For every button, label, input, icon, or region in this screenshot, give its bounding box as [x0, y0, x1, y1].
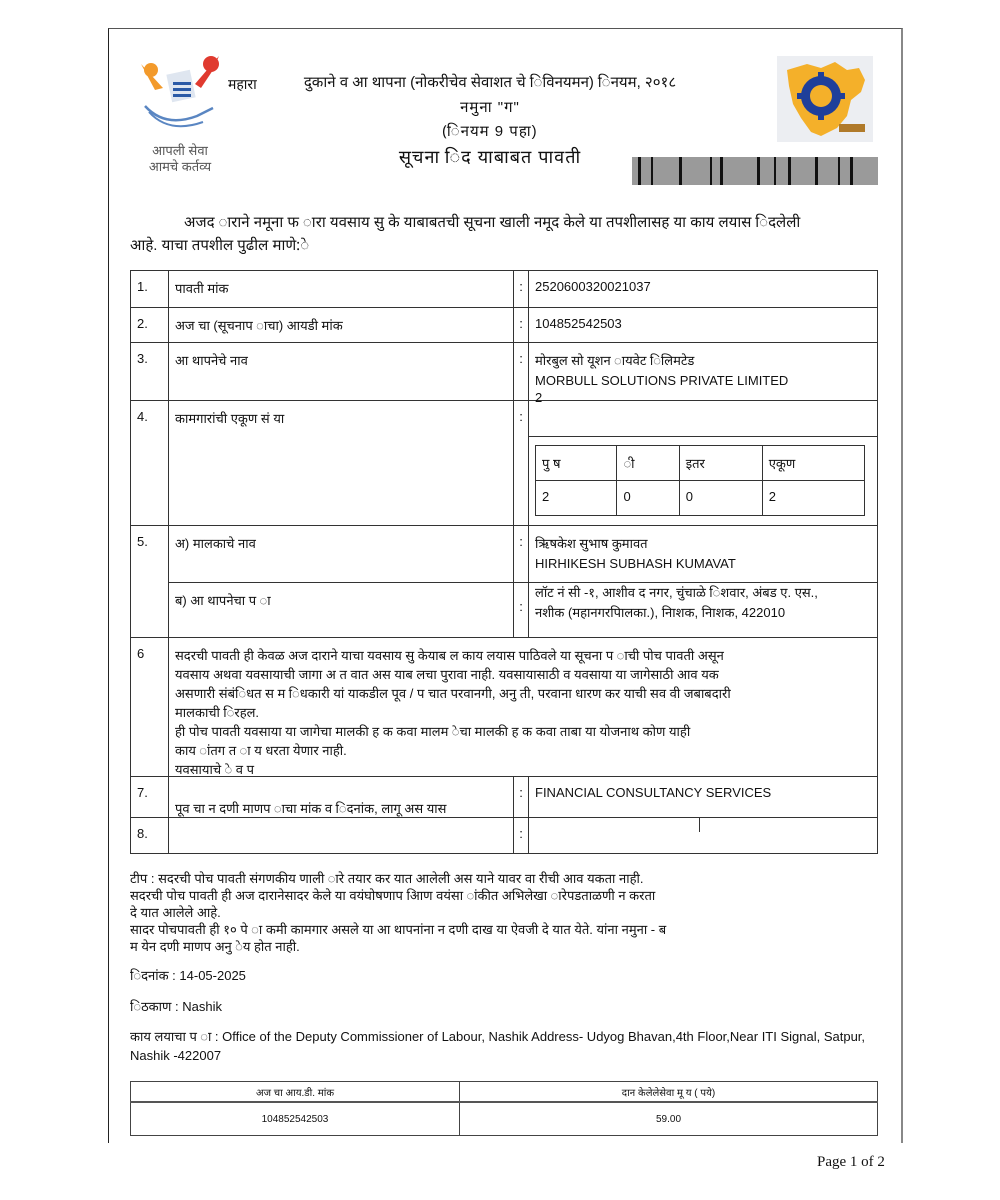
row-colon: : [514, 777, 529, 818]
row-colon: : [514, 818, 529, 854]
worker-count-header-row [536, 446, 865, 481]
owner-name-english: HIRHIKESH SUBHASH KUMAVAT [535, 556, 736, 571]
rule-reference: (िनयम 9 पहा) [442, 123, 538, 140]
text-cursor-mark [699, 818, 700, 832]
fee-table [130, 1081, 878, 1136]
address-line1: लॉट नं सी -१, आशीव द नगर, चुंचाळे िशवार, अंबड ए. एस., [535, 585, 818, 600]
act-title: दुकाने व आ थापना (नोकरीचेव सेवाशत चे िविनयमन) िनयम, २०१८ [303, 74, 677, 91]
tip-line: म येन दणी माणप अनु ेय होत नाही. [130, 939, 300, 954]
maharashtra-labour-department-logo-icon [777, 56, 873, 142]
row-label: कामगारांची एकूण सं या [169, 401, 514, 526]
office-address: काय लयाचा प ा : Office of the Deputy Commissioner of Labour, Nashik Address- Udyog Bhavan,4th Floor,Near ITI Signal, Satpur, Nashik -422007 [130, 1029, 866, 1063]
notice-line: यवसायाचे े व प [175, 762, 255, 777]
table-row-establishment-address [131, 583, 878, 638]
row-label: आ थापनेचे नाव [169, 343, 514, 401]
notice-line: असणारी संबंिधत स म िधकारी यां याकडील पूव / प चात परवानगी, अनु ती, परवाना धारण कर याची सव वी जबाबदारी [175, 686, 731, 701]
application-id-cell: 104852542503 [131, 1102, 460, 1136]
office-label: काय लयाचा प ा [130, 1029, 212, 1044]
tip-line: टीप : सदरची पोच पावती संगणकीय णाली ारे तयार कर यात आलेली अस याने यावर वा रीची आव यकता नाही. [130, 871, 644, 886]
previous-registration-value [529, 818, 878, 854]
row-number: 3. [131, 343, 169, 401]
place-value: Nashik [182, 999, 222, 1014]
row-number: 7. [131, 777, 169, 818]
logo-caption-line1: आपली सेवा [152, 143, 208, 158]
notice-line: मालकाची िरहल. [175, 705, 260, 720]
row-label: अज चा (सूचनाप ाचा) आयडी मांक [169, 308, 514, 343]
total-count: 2 [762, 481, 864, 516]
table-row-worker-count [131, 401, 878, 526]
tip-line: सादर पोचपावती ही १० पे ा कमी कामगार असले या आ थापनांना न दणी दाख या ऐवजी दे यात येते. यांना नमुना - ब [130, 922, 667, 937]
worker-count-value-row [536, 481, 865, 516]
row-colon: : [514, 343, 529, 401]
date-label: िदनांक [130, 968, 169, 983]
application-id-value: 104852542503 [529, 308, 878, 343]
fee-value-row [131, 1102, 878, 1136]
table-row-previous-registration [131, 818, 878, 854]
owner-name-marathi: ऋिषकेश सुभाष कुमावत [535, 536, 648, 551]
office-value-line2: Nashik -422007 [130, 1048, 222, 1063]
labour-department-logo [777, 56, 873, 142]
table-row-business-type [131, 777, 878, 818]
service-fee-header: दान केलेलेसेवा मू य ( पये) [460, 1082, 878, 1103]
tip-line: दे यात आलेले आहे. [130, 905, 221, 920]
row-colon: : [514, 526, 529, 583]
other-count: 0 [679, 481, 762, 516]
row-label [169, 818, 514, 854]
table-row-owner-name [131, 526, 878, 583]
logo-caption-line2: आमचे कर्तव्य [148, 159, 212, 174]
aaple-sarkar-logo-icon [135, 50, 225, 140]
service-fee-cell: 59.00 [460, 1102, 878, 1136]
owner-name-label: अ) मालकाचे नाव [169, 526, 514, 583]
address-label: ब) आ थापनेचा प ा [169, 583, 514, 638]
fee-header-row [131, 1082, 878, 1103]
place-field: िठकाण : Nashik [130, 999, 222, 1014]
date-value: 14-05-2025 [179, 968, 246, 983]
application-id-header: अज चा आय.डी. मांक [131, 1082, 460, 1103]
notice-line: काय ांतग त ा य धरता येणार नाही. [175, 743, 347, 758]
row-number: 1. [131, 271, 169, 308]
row-number: 4. [131, 401, 169, 526]
notice-line: यवसाय अथवा यवसायाची जागा अ त वात अस याब लचा पुरावा नाही. यवसायासाठी व यवसाया या जागेसाठी आव यक [175, 667, 719, 682]
intro-paragraph: अजद ाराने नमूना फ ारा यवसाय सु के याबाबतची सूचना खाली नमूद केले या तपशीलासह या काय लयास िदलेली आहे. याचा तपशील पुढील माणे:े [130, 214, 801, 254]
row-number: 6 [131, 638, 169, 777]
row-label: पावती मांक [169, 271, 514, 308]
row-number: 5. [131, 526, 169, 638]
establishment-name-marathi: मोरबुल सो यूशन ायवेट िलिमटेड [535, 353, 695, 368]
tip-line: सदरची पोच पावती ही अज दारानेसादर केले या वयंघोषणाप आिण वयंसा ांकीत अभिलेखा ारेपडताळणी न करता [130, 888, 656, 903]
notice-line: ही पोच पावती यवसाया या जागेचा मालकी ह क कवा मालम ेचा मालकी ह क कवा ताबा या योजनाथ कोण याही [175, 724, 691, 739]
row-label: पूव चा न दणी माणप ाचा मांक व िदनांक, लागू अस यास [169, 777, 514, 818]
total-header: एकूण [762, 446, 864, 481]
page-number: Page 1 of 2 [817, 1154, 885, 1170]
male-count: 2 [536, 481, 617, 516]
aaple-sarkar-logo [135, 50, 225, 175]
table-row-receipt-number [131, 271, 878, 308]
tip-note [130, 870, 730, 955]
row-number: 8. [131, 818, 169, 854]
place-label: िठकाण [130, 999, 172, 1014]
table-row-notice [131, 638, 878, 777]
details-table [130, 270, 878, 854]
business-type-value: FINANCIAL CONSULTANCY SERVICES [529, 777, 878, 818]
establishment-overflow-text: 2 [535, 390, 543, 405]
table-row-establishment-name [131, 343, 878, 401]
row-colon: : [514, 583, 529, 638]
female-header: ी [617, 446, 679, 481]
office-value: Office of the Deputy Commissioner of Labour, Nashik Address- Udyog Bhavan,4th Floor,Near ITI Signal, Satpur, [222, 1029, 866, 1044]
row-colon: : [514, 308, 529, 343]
address-line2: नशीक (महानगरपािलका.), निाशक, निाशक, 422010 [535, 605, 786, 620]
establishment-name-english: MORBULL SOLUTIONS PRIVATE LIMITED [535, 373, 789, 388]
notice-line: सदरची पावती ही केवळ अज दाराने याचा यवसाय सु केयाब ल काय लयास पाठिवले या सूचना प ाची पोच पावती असून [175, 648, 724, 663]
page-title: सूचना िद याबाबत पावती [398, 147, 582, 167]
row-colon: : [514, 401, 529, 526]
worker-count-table [535, 445, 865, 516]
female-count: 0 [617, 481, 679, 516]
form-name: नमुना "ग" [460, 99, 520, 116]
male-header: पु ष [536, 446, 617, 481]
row-number: 2. [131, 308, 169, 343]
date-field: िदनांक : 14-05-2025 [130, 968, 246, 983]
row-colon: : [514, 271, 529, 308]
receipt-number-value: 2520600320021037 [529, 271, 878, 308]
other-header: इतर [679, 446, 762, 481]
table-row-application-id [131, 308, 878, 343]
state-label: महारा [228, 76, 257, 92]
barcode-icon [632, 157, 878, 185]
